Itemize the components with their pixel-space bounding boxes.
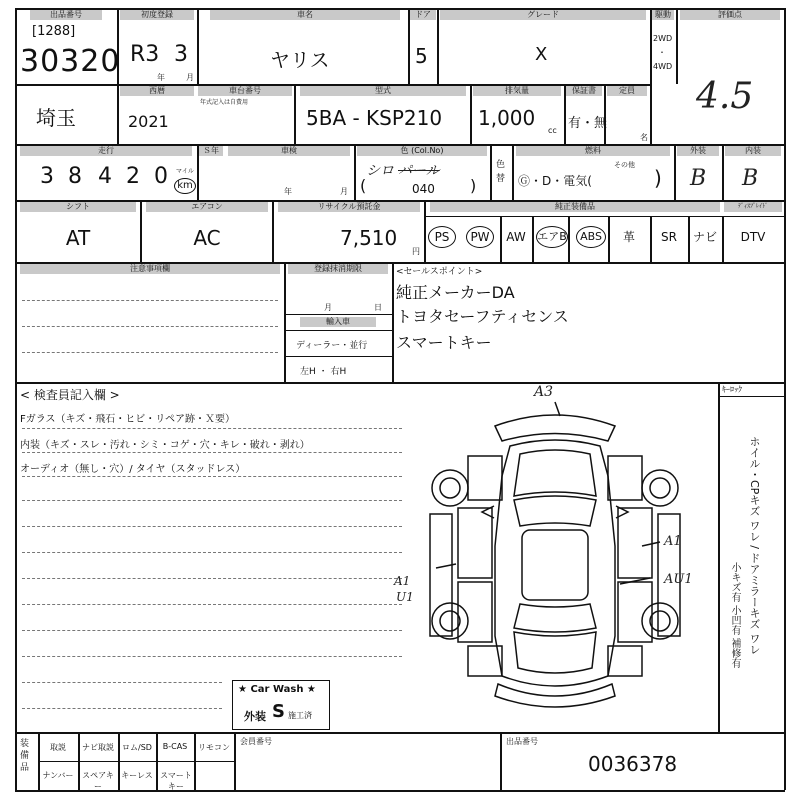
stock-number-label: 出品番号 <box>506 737 538 746</box>
notes-label: 注意事項欄 <box>20 264 280 274</box>
mileage-unit-mile: マイル <box>176 168 194 175</box>
month-unit: 月 <box>186 73 194 82</box>
inspector-side-note-2: 小キズ有 小凹有 補修有 <box>729 562 740 669</box>
damage-note-left-a1: A1 <box>394 574 411 588</box>
color-change-label: 色替 <box>496 160 506 184</box>
interior-label: 内装 <box>725 146 781 156</box>
equipment-label: 純正装備品 <box>430 202 720 212</box>
equipment-leather: 革 <box>622 230 635 244</box>
equipment-pw: PW <box>466 226 494 248</box>
registration-label: Ｓ年 <box>199 146 223 156</box>
car-wash-done: 施工済 <box>288 711 312 720</box>
color-paren-open: ( <box>360 176 367 195</box>
drive-4wd: 4WD <box>653 62 673 71</box>
ac: AC <box>193 226 221 250</box>
recycle-fee: 7,510 <box>340 226 398 250</box>
import-value: ディーラー・並行 <box>296 341 368 351</box>
equipment-navi: ナビ <box>692 230 717 244</box>
recycle-fee-label: リサイクル預託金 <box>278 202 420 212</box>
drive-dot: ・ <box>658 48 666 57</box>
car-name: ヤリス <box>270 48 330 72</box>
keylock-label: ｷｰﾛｯｸ <box>722 385 742 394</box>
score-label: 評価点 <box>680 10 780 20</box>
interior-grade: B <box>742 166 759 191</box>
car-wash-grade: S <box>272 701 285 722</box>
doors: 5 <box>415 44 428 68</box>
registration-era: R3 <box>130 42 160 67</box>
footer-spare-key: スペアキー <box>82 771 114 791</box>
inspector-side-note: ホイル・CPキズ ワレ / ドアミラーキズ ワレ <box>748 436 761 656</box>
grade: X <box>535 44 548 65</box>
mileage-digit-2: 8 <box>68 164 82 189</box>
color-strike: パール <box>398 163 440 179</box>
footer-plate: ナンバー <box>42 771 74 780</box>
ac-label: エアコン <box>146 202 268 212</box>
score: 4.5 <box>696 76 754 117</box>
equipment-aw: AW <box>506 230 526 244</box>
inspector-windshield: Fガラス（キズ・飛石・ヒビ・リペア跡・Ｘ要） <box>20 414 236 425</box>
recycle-fee-unit: 円 <box>412 247 420 256</box>
navi-display-label: ﾃﾞｨｽﾌﾟﾚｲﾄﾞ <box>724 202 782 212</box>
first-registration-label: 初度登録 <box>120 10 194 20</box>
region: 埼玉 <box>36 106 76 130</box>
model-year: 2021 <box>128 112 169 131</box>
import-label: 輸入車 <box>300 317 376 327</box>
color-label: 色 (Col.No) <box>357 146 487 156</box>
shift: AT <box>65 226 91 250</box>
sales-point-2: トヨタセーフティセンス <box>396 307 569 326</box>
lot-code: [1288] <box>32 24 76 39</box>
capacity-label: 定員 <box>607 86 647 96</box>
exterior-label: 外装 <box>677 146 719 156</box>
equipment-abs: ABS <box>576 226 606 248</box>
capacity-unit: 名 <box>640 133 648 142</box>
member-number-label: 会員番号 <box>240 737 272 746</box>
footer-bcas: B-CAS <box>162 742 188 751</box>
year-unit: 年 <box>157 73 165 82</box>
footer-manual: 取説 <box>50 743 66 752</box>
equipment-sunroof: SR <box>661 230 677 244</box>
model-year-label: 西暦 <box>120 86 194 96</box>
drive-label: 駆動 <box>652 10 674 20</box>
inspector-interior: 内装（キズ・スレ・汚れ・シミ・コゲ・穴・キレ・破れ・剥れ） <box>20 440 310 451</box>
fuel-options: Ⓖ・D・電気( <box>518 174 592 188</box>
fuel-close: ) <box>654 166 662 190</box>
inspector-title: < 検査員記入欄 > <box>20 388 120 402</box>
grade-label: グレード <box>440 10 646 20</box>
inspection-month-unit: 月 <box>340 187 348 196</box>
car-wash-exterior: 外装 <box>244 710 266 723</box>
mileage-digit-4: 2 <box>126 164 140 189</box>
damage-note-right-au1: AU1 <box>664 572 693 587</box>
damage-note-right-a1: A1 <box>664 534 682 549</box>
warranty: 有・無 <box>568 116 608 131</box>
sales-point-3: スマートキー <box>396 333 492 352</box>
warranty-label: 保証書 <box>566 86 602 96</box>
model: 5BA - KSP210 <box>306 106 443 130</box>
color-code: 040 <box>412 182 435 196</box>
stock-number: 0036378 <box>588 752 678 776</box>
mileage-label: 走行 <box>20 146 192 156</box>
displacement: 1,000 <box>478 106 536 130</box>
door-label: ドア <box>410 10 436 20</box>
shift-label: シフト <box>20 202 136 212</box>
displacement-unit: cc <box>548 126 557 135</box>
footer-equipment-label: 装備品 <box>20 739 30 773</box>
car-damage-diagram <box>410 396 710 726</box>
color-name: シロ <box>366 163 394 179</box>
fuel-label: 燃料 <box>516 146 670 156</box>
car-wash-title: ★ Car Wash ★ <box>238 684 316 695</box>
car-name-label: 車名 <box>210 10 400 20</box>
lot-number: 30320 <box>20 44 121 79</box>
footer-remote: リモコン <box>198 743 230 752</box>
chassis-label: 車台番号 <box>198 86 292 96</box>
mileage-unit-km: km <box>174 178 196 194</box>
damage-note-left-u1: U1 <box>396 590 414 604</box>
footer-smart-key: スマートキー <box>160 771 192 791</box>
lot-number-label: 出品番号 <box>30 10 102 20</box>
equipment-dtv: DTV <box>740 230 766 244</box>
sales-point-1: 純正メーカーDA <box>396 283 515 302</box>
model-label: 型式 <box>300 86 466 96</box>
drive-2wd: 2WD <box>653 34 673 43</box>
displacement-label: 排気量 <box>473 86 561 96</box>
mileage-digit-1: 3 <box>40 164 54 189</box>
exterior-grade: B <box>690 166 707 191</box>
registration-month: 3 <box>174 42 188 67</box>
registration-day-unit: 日 <box>374 303 382 312</box>
color-paren-close: ) <box>470 176 477 195</box>
equipment-ps: PS <box>428 226 456 248</box>
inspection-label: 車検 <box>228 146 350 156</box>
damage-note-top: A3 <box>534 384 554 400</box>
registration-month-unit: 月 <box>324 303 332 312</box>
equipment-airbag: エアB <box>536 226 568 248</box>
inspector-audio-tire: オーディオ（無し・穴）/ タイヤ（スタッドレス） <box>20 464 246 475</box>
mileage-digit-3: 4 <box>98 164 112 189</box>
footer-rom-sd: ロム/SD <box>122 743 152 752</box>
chassis-note: 年式記入は自費用 <box>200 99 249 106</box>
sales-points-label: <セールスポイント> <box>396 267 483 277</box>
inspection-year-unit: 年 <box>284 187 292 196</box>
footer-keyless: キーレス <box>121 771 153 780</box>
footer-navi-manual: ナビ取説 <box>82 743 114 752</box>
mileage-digit-5: 0 <box>154 164 168 189</box>
fuel-other-label: その他 <box>614 161 635 169</box>
registration-deadline-label: 登録抹消期限 <box>288 264 388 274</box>
handle-value: 左H ・ 右H <box>300 367 347 377</box>
